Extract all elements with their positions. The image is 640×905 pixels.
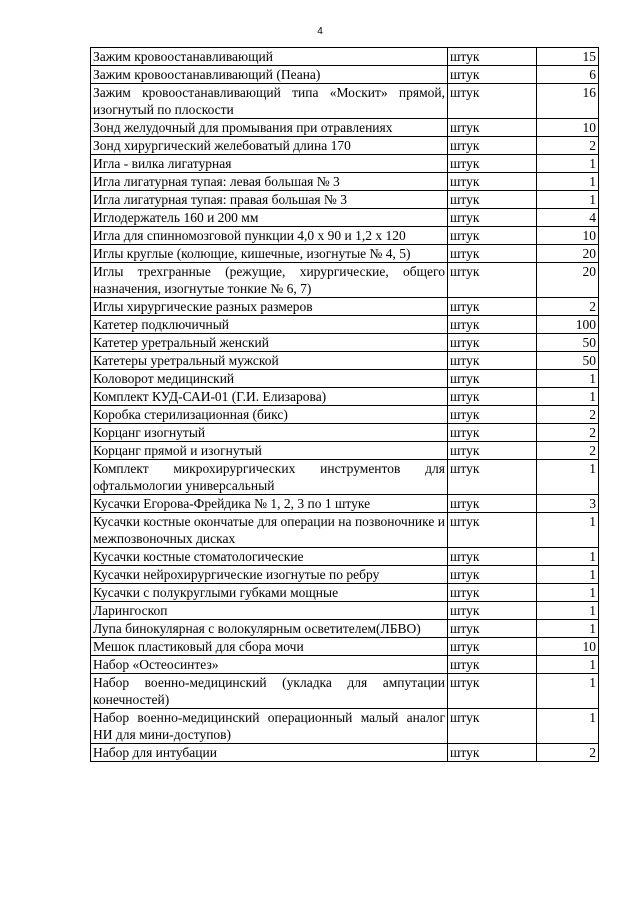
item-name-cell: Ларингоскоп — [91, 602, 448, 620]
table-row — [91, 744, 599, 762]
unit-cell: штук — [448, 548, 537, 566]
table-row — [91, 460, 599, 495]
quantity-cell: 50 — [537, 352, 599, 370]
quantity-cell: 16 — [537, 84, 599, 119]
quantity-cell: 1 — [537, 620, 599, 638]
item-name-cell: Корцанг изогнутый — [91, 424, 448, 442]
quantity-cell: 1 — [537, 674, 599, 709]
unit-cell: штук — [448, 316, 537, 334]
item-name-cell: Катетер подключичный — [91, 316, 448, 334]
table-body — [91, 48, 599, 762]
item-name-cell: Корцанг прямой и изогнутый — [91, 442, 448, 460]
item-name-cell: Набор военно-медицинский операционный малый аналог НИ для мини-доступов) — [91, 709, 448, 744]
item-name-cell: Кусачки костные окончатые для операции на позвоночнике и межпозвоночных дисках — [91, 513, 448, 548]
unit-cell: штук — [448, 119, 537, 137]
item-name-cell: Иглодержатель 160 и 200 мм — [91, 209, 448, 227]
item-name-cell: Набор военно-медицинский (укладка для ампутации конечностей) — [91, 674, 448, 709]
quantity-cell: 1 — [537, 155, 599, 173]
quantity-cell: 1 — [537, 709, 599, 744]
unit-cell: штук — [448, 495, 537, 513]
unit-cell: штук — [448, 334, 537, 352]
item-name-cell: Кусачки костные стоматологические — [91, 548, 448, 566]
item-name-cell: Набор для интубации — [91, 744, 448, 762]
equipment-table — [90, 47, 599, 762]
quantity-cell: 10 — [537, 227, 599, 245]
unit-cell: штук — [448, 227, 537, 245]
item-name-cell: Зажим кровоостанавливающий типа «Москит» прямой, изогнутый по плоскости — [91, 84, 448, 119]
unit-cell: штук — [448, 584, 537, 602]
quantity-cell: 2 — [537, 298, 599, 316]
item-name-cell: Комплект микрохирургических инструментов для офтальмологии универсальный — [91, 460, 448, 495]
item-name-cell: Набор «Остеосинтез» — [91, 656, 448, 674]
table-row — [91, 263, 599, 298]
table-row — [91, 137, 599, 155]
table-row — [91, 316, 599, 334]
unit-cell: штук — [448, 656, 537, 674]
item-name-cell: Зонд хирургический желебоватый длина 170 — [91, 137, 448, 155]
unit-cell: штук — [448, 263, 537, 298]
unit-cell: штук — [448, 460, 537, 495]
unit-cell: штук — [448, 48, 537, 66]
quantity-cell: 50 — [537, 334, 599, 352]
unit-cell: штук — [448, 406, 537, 424]
quantity-cell: 2 — [537, 137, 599, 155]
unit-cell: штук — [448, 352, 537, 370]
table-row — [91, 566, 599, 584]
quantity-cell: 20 — [537, 263, 599, 298]
table-row — [91, 334, 599, 352]
table-row — [91, 709, 599, 744]
item-name-cell: Зонд желудочный для промывания при отравлениях — [91, 119, 448, 137]
item-name-cell: Лупа бинокулярная с волокулярным осветителем(ЛБВО) — [91, 620, 448, 638]
unit-cell: штук — [448, 173, 537, 191]
table-row — [91, 602, 599, 620]
quantity-cell: 1 — [537, 388, 599, 406]
table-row — [91, 84, 599, 119]
item-name-cell: Мешок пластиковый для сбора мочи — [91, 638, 448, 656]
quantity-cell: 1 — [537, 191, 599, 209]
quantity-cell: 3 — [537, 495, 599, 513]
unit-cell: штук — [448, 709, 537, 744]
unit-cell: штук — [448, 442, 537, 460]
item-name-cell: Кусачки с полукруглыми губками мощные — [91, 584, 448, 602]
quantity-cell: 1 — [537, 513, 599, 548]
table-row — [91, 191, 599, 209]
quantity-cell: 1 — [537, 602, 599, 620]
quantity-cell: 2 — [537, 744, 599, 762]
quantity-cell: 1 — [537, 656, 599, 674]
unit-cell: штук — [448, 513, 537, 548]
unit-cell: штук — [448, 370, 537, 388]
item-name-cell: Катетер уретральный женский — [91, 334, 448, 352]
table-row — [91, 227, 599, 245]
table-row — [91, 406, 599, 424]
unit-cell: штук — [448, 137, 537, 155]
table-row — [91, 442, 599, 460]
quantity-cell: 6 — [537, 66, 599, 84]
unit-cell: штук — [448, 245, 537, 263]
item-name-cell: Коловорот медицинский — [91, 370, 448, 388]
item-name-cell: Игла лигатурная тупая: правая большая № 3 — [91, 191, 448, 209]
quantity-cell: 4 — [537, 209, 599, 227]
unit-cell: штук — [448, 744, 537, 762]
table-row — [91, 548, 599, 566]
table-row — [91, 674, 599, 709]
item-name-cell: Иглы трехгранные (режущие, хирургические, общего назначения, изогнутые тонкие № 6, 7) — [91, 263, 448, 298]
table-row — [91, 155, 599, 173]
quantity-cell: 10 — [537, 119, 599, 137]
item-name-cell: Игла лигатурная тупая: левая большая № 3 — [91, 173, 448, 191]
quantity-cell: 20 — [537, 245, 599, 263]
quantity-cell: 1 — [537, 370, 599, 388]
table-row — [91, 656, 599, 674]
table-row — [91, 173, 599, 191]
page-number: 4 — [317, 26, 323, 37]
item-name-cell: Игла - вилка лигатурная — [91, 155, 448, 173]
item-name-cell: Игла для спинномозговой пункции 4,0 х 90 и 1,2 х 120 — [91, 227, 448, 245]
quantity-cell: 15 — [537, 48, 599, 66]
item-name-cell: Иглы хирургические разных размеров — [91, 298, 448, 316]
unit-cell: штук — [448, 638, 537, 656]
table-row — [91, 638, 599, 656]
table-row — [91, 298, 599, 316]
quantity-cell: 1 — [537, 173, 599, 191]
quantity-cell: 1 — [537, 566, 599, 584]
item-name-cell: Комплект КУД-САИ-01 (Г.И. Елизарова) — [91, 388, 448, 406]
table-row — [91, 584, 599, 602]
table-row — [91, 48, 599, 66]
quantity-cell: 10 — [537, 638, 599, 656]
table-row — [91, 352, 599, 370]
unit-cell: штук — [448, 388, 537, 406]
table-row — [91, 513, 599, 548]
item-name-cell: Кусачки нейрохирургические изогнутые по ребру — [91, 566, 448, 584]
unit-cell: штук — [448, 155, 537, 173]
unit-cell: штук — [448, 209, 537, 227]
table-row — [91, 620, 599, 638]
table-row — [91, 66, 599, 84]
unit-cell: штук — [448, 298, 537, 316]
unit-cell: штук — [448, 66, 537, 84]
table-row — [91, 119, 599, 137]
unit-cell: штук — [448, 566, 537, 584]
quantity-cell: 1 — [537, 460, 599, 495]
table-row — [91, 370, 599, 388]
quantity-cell: 1 — [537, 584, 599, 602]
unit-cell: штук — [448, 424, 537, 442]
table-row — [91, 388, 599, 406]
unit-cell: штук — [448, 674, 537, 709]
quantity-cell: 2 — [537, 442, 599, 460]
unit-cell: штук — [448, 191, 537, 209]
quantity-cell: 2 — [537, 424, 599, 442]
unit-cell: штук — [448, 602, 537, 620]
table-row — [91, 209, 599, 227]
item-name-cell: Коробка стерилизационная (бикс) — [91, 406, 448, 424]
table-row — [91, 495, 599, 513]
unit-cell: штук — [448, 620, 537, 638]
table-row — [91, 424, 599, 442]
quantity-cell: 1 — [537, 548, 599, 566]
unit-cell: штук — [448, 84, 537, 119]
table-row — [91, 245, 599, 263]
item-name-cell: Кусачки Егорова-Фрейдика № 1, 2, 3 по 1 штуке — [91, 495, 448, 513]
quantity-cell: 2 — [537, 406, 599, 424]
item-name-cell: Зажим кровоостанавливающий (Пеана) — [91, 66, 448, 84]
item-name-cell: Катетеры уретральный мужской — [91, 352, 448, 370]
item-name-cell: Зажим кровоостанавливающий — [91, 48, 448, 66]
item-name-cell: Иглы круглые (колющие, кишечные, изогнутые № 4, 5) — [91, 245, 448, 263]
quantity-cell: 100 — [537, 316, 599, 334]
